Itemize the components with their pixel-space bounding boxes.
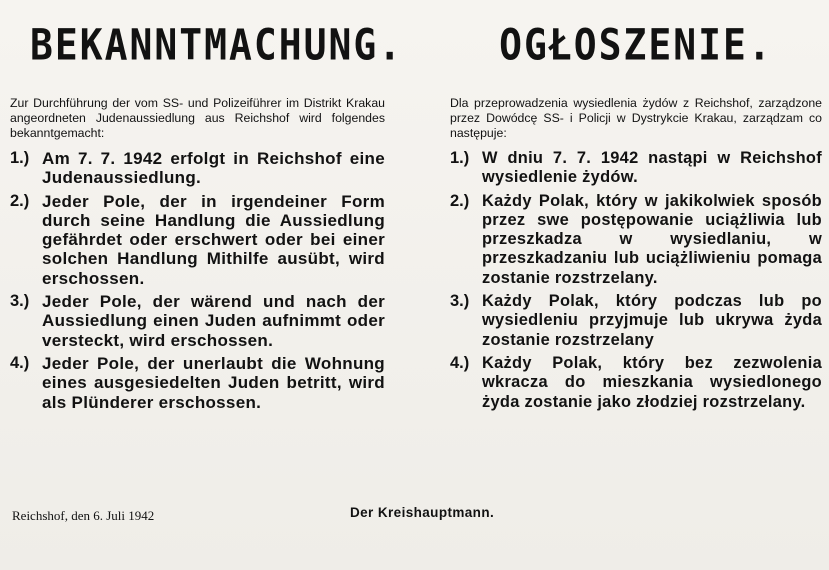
german-item-text: Jeder Pole, der in irgendeiner Form durch seine Handlung die Aussiedlung gefährdet oder erschwert oder bei einer solchen Handlung Mithilfe ausübt, wird erschossen.: [42, 191, 385, 288]
german-item-text: Am 7. 7. 1942 erfolgt in Reichshof eine Judenaussiedlung.: [42, 149, 385, 188]
polish-item-text: W dniu 7. 7. 1942 nastąpi w Reichshof wysiedlenie żydów.: [482, 149, 822, 187]
footer-date: Reichshof, den 6. Juli 1942: [12, 508, 155, 523]
polish-title: OGŁOSZENIE.: [499, 20, 773, 70]
polish-item-3: [450, 292, 822, 350]
german-item-text: Jeder Pole, der wärend und nach der Aussiedlung einen Juden aufnimmt oder versteckt, wird erschossen.: [42, 292, 385, 350]
polish-item-number: 1.): [450, 149, 470, 167]
german-item-number: 3.): [10, 292, 30, 311]
polish-intro: Dla przeprowadzenia wysiedlenia żydów z Reichshof, zarządzone przez Dowódcę SS- i Policji w Dystrykcie Krakau, zarządzam co następuje:: [450, 96, 822, 140]
german-item-3: [10, 292, 385, 350]
german-item-text: Jeder Pole, der unerlaubt die Wohnung eines ausgesiedelten Juden betritt, wird als Plünderer erschossen.: [42, 353, 385, 412]
german-intro: Zur Durchführung der vom SS- und Polizeiführer im Distrikt Krakau angeordneten Judenaussiedlung aus Reichshof wird folgendes bekanntgemacht:: [10, 96, 385, 140]
polish-items: [450, 149, 822, 412]
polish-item-number: 2.): [450, 191, 470, 210]
german-item-1: [10, 149, 385, 188]
german-item-number: 1.): [10, 149, 30, 167]
polish-item-text: Każdy Polak, który bez zezwolenia wkracza do mieszkania wysiedlonego żyda zostanie jako złodziej rozstrzelany.: [482, 353, 822, 411]
german-column: [10, 0, 404, 416]
polish-item-4: [450, 354, 822, 412]
german-title: BEKANNTMACHUNG.: [30, 20, 404, 70]
german-item-4: [10, 354, 385, 412]
polish-item-2: [450, 192, 822, 288]
polish-item-number: 4.): [450, 353, 470, 372]
polish-item-number: 3.): [450, 292, 470, 311]
german-item-number: 2.): [10, 191, 30, 210]
polish-item-1: [450, 149, 822, 188]
polish-item-text: Każdy Polak, który podczas lub po wysiedleniu przyjmuje lub ukrywa żyda zostanie rozstrzelany: [482, 292, 822, 349]
german-items: [10, 149, 385, 412]
footer-signature: Der Kreishauptmann.: [350, 505, 495, 520]
polish-column: [450, 0, 822, 416]
polish-item-text: Każdy Polak, który w jakikolwiek sposób przez swe postępowanie uciążliwia lub przeszkadza w wysiedlaniu, w przeszkadzaniu lub uciążliwieniu pomaga zostanie rozstrzelany.: [482, 191, 822, 287]
german-item-number: 4.): [10, 353, 30, 372]
german-item-2: [10, 192, 385, 288]
